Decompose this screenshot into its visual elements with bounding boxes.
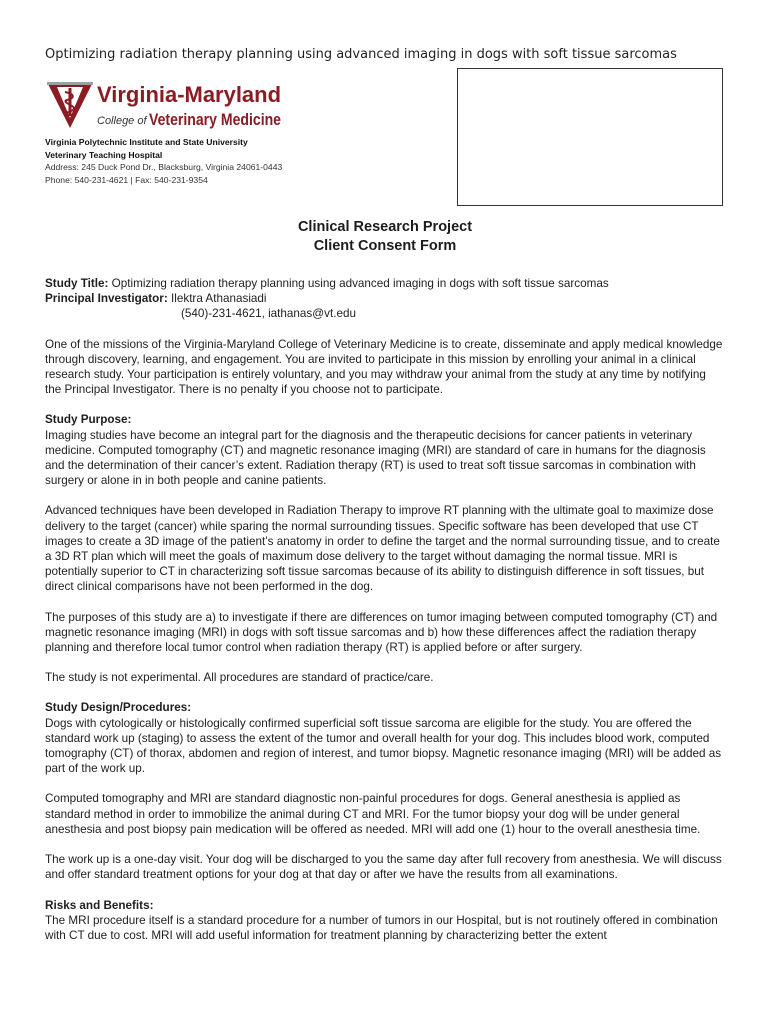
document-body xyxy=(45,276,725,943)
photo-placeholder-box xyxy=(457,68,723,206)
purpose-paragraph-1: Imaging studies have become an integral part for the diagnosis and the therapeutic decisions for cancer patients in veterinary medicine. Computed tomography (CT) and magnetic resonance imaging (MRI) are standard of care in humans for the diagnosis and the determination of their cancer’s extent. Radiation therapy (RT) is used to treat soft tissue sarcomas in combination with surgery or alone in in both people and canine patients. xyxy=(45,428,706,488)
purpose-heading: Study Purpose: xyxy=(45,413,132,427)
logo-emblem-bar xyxy=(47,82,93,85)
design-heading: Study Design/Procedures: xyxy=(45,701,192,715)
institution-block xyxy=(45,136,282,186)
pi-label: Principal Investigator: xyxy=(45,292,168,306)
design-paragraph-2: Computed tomography and MRI are standard diagnostic non-painful procedures for dogs. General anesthesia is applied as standard method in order to immobilize the animal during CT and MRI. For the tumor biopsy your dog will be under general anesthesia and post biopsy pain medication will be offered as needed. MRI will add one (1) hour to the overall anesthesia time. xyxy=(45,792,701,836)
intro-paragraph: One of the missions of the Virginia-Maryland College of Veterinary Medicine is to create, disseminate and apply medical knowledge through discovery, learning, and engagement. You are invited to participate in this mission by enrolling your animal in a clinical research study. Your participation is entirely voluntary, and you may withdraw your animal from the study at any time by notifying the Principal Investigator. There is no penalty if you choose not to participate. xyxy=(45,337,723,397)
purpose-paragraph-3: The purposes of this study are a) to investigate if there are differences on tumor imaging between computed tomography (CT) and magnetic resonance imaging (MRI) in dogs with soft tissue sarcomas and b) how these differences affect the radiation therapy planning and therefore local tumor control when radiation therapy (RT) is applied before or after surgery. xyxy=(45,610,718,655)
purpose-paragraph-2: Advanced techniques have been developed in Radiation Therapy to improve RT planning with the ultimate goal to maximize dose delivery to the target (cancer) while sparing the normal surrounding tissues. Specific software has been developed that use CT images to create a 3D image of the patient’s anatomy in order to define the target and the normal surrounding tissue, and to create a 3D RT plan which will meet the goals of maximum dose delivery to the target without damaging the normal tissue. MRI is potentially superior to CT in characterizing soft tissue sarcomas because of its ability to distinguish difference in soft tissues, but direct clinical comparisons have not been performed in the dog. xyxy=(45,504,720,594)
hospital-name: Veterinary Teaching Hospital xyxy=(45,149,163,160)
form-title xyxy=(0,218,770,256)
institution-phone: Phone: 540-231-4621 | Fax: 540-231-9354 xyxy=(45,174,208,185)
logo-line2-main: Veterinary Medicine xyxy=(149,110,281,129)
purpose-paragraph-4: The study is not experimental. All procedures are standard of practice/care. xyxy=(45,671,434,685)
risks-heading: Risks and Benefits: xyxy=(45,898,154,912)
logo-line2-prefix: College of xyxy=(97,115,147,127)
design-paragraph-3: The work up is a one-day visit. Your dog will be discharged to you the same day after full recovery from anesthesia. We will discuss and offer standard treatment options for your dog at that day or after we have the results from all examinations. xyxy=(45,853,722,882)
logo-line1: Virginia-Maryland xyxy=(97,82,281,107)
design-paragraph-1: Dogs with cytologically or histologically confirmed superficial soft tissue sarcoma are eligible for the study. You are offered the standard work up (staging) to assess the extent of the tumor and overall health for your dog. This includes blood work, computed tomography (CT) of thorax, abdomen and region of interest, and tumor biopsy. Magnetic resonance imaging (MRI) will be added as part of the work up. xyxy=(45,716,722,776)
institution-address: Address: 245 Duck Pond Dr., Blacksburg, Virginia 24061-0443 xyxy=(45,162,283,172)
form-title-line1: Clinical Research Project xyxy=(297,219,473,235)
study-title-label: Study Title: xyxy=(45,277,109,290)
risks-paragraph-1: The MRI procedure itself is a standard procedure for a number of tumors in our Hospital, but is not routinely offered in combination with CT due to cost. MRI will add useful information for treatment planning by characterizing better the extent xyxy=(45,913,718,942)
study-title-line xyxy=(45,276,725,291)
study-title-value: Optimizing radiation therapy planning using advanced imaging in dogs with soft tissue sarcomas xyxy=(111,277,609,290)
pi-line xyxy=(45,291,725,306)
running-title: Optimizing radiation therapy planning using advanced imaging in dogs with soft tissue sarcomas xyxy=(45,47,677,62)
pi-name: Ilektra Athanasiadi xyxy=(171,292,267,306)
form-title-line2: Client Consent Form xyxy=(313,238,457,254)
institution-name: Virginia Polytechnic Institute and State University xyxy=(45,137,248,147)
college-logo xyxy=(45,78,295,130)
pi-contact: (540)-231-4621, iathanas@vt.edu xyxy=(181,307,356,321)
